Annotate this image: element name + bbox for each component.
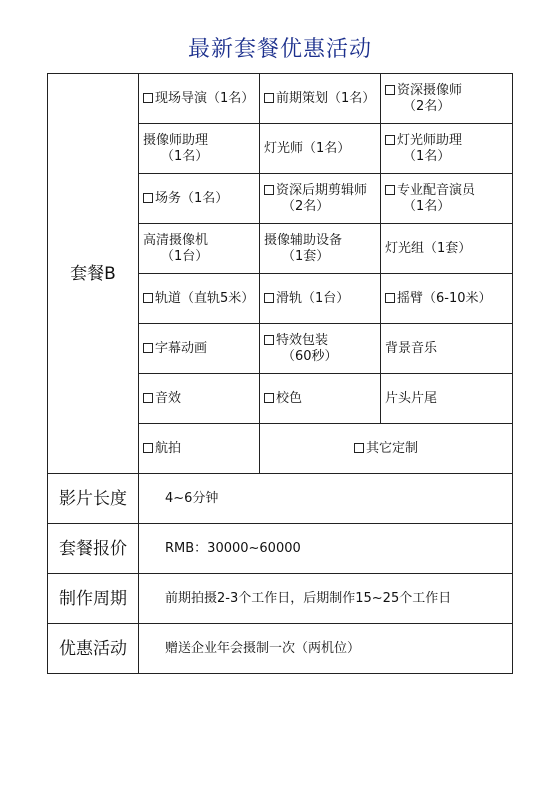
package-item	[381, 274, 513, 324]
package-item	[260, 74, 381, 124]
info-row	[48, 624, 513, 674]
checkbox[interactable]	[385, 85, 395, 95]
package-item-label: 校色	[276, 390, 303, 406]
package-item-label: 音效	[155, 390, 182, 406]
package-table	[47, 73, 513, 674]
package-item-label: 灯光师（1名）	[264, 140, 351, 156]
package-item	[260, 174, 381, 224]
checkbox[interactable]	[385, 293, 395, 303]
checkbox[interactable]	[264, 335, 274, 345]
package-item-label: 专业配音演员	[397, 182, 476, 198]
package-item-label: 特效包装	[276, 332, 329, 348]
package-item	[260, 224, 381, 274]
package-item	[381, 224, 513, 274]
info-label: 套餐报价	[48, 524, 139, 574]
info-value: RMB：30000~60000	[139, 524, 513, 574]
checkbox[interactable]	[354, 443, 364, 453]
package-item	[139, 274, 260, 324]
package-item	[260, 374, 381, 424]
info-label: 优惠活动	[48, 624, 139, 674]
checkbox[interactable]	[143, 93, 153, 103]
checkbox[interactable]	[385, 185, 395, 195]
checkbox[interactable]	[143, 343, 153, 353]
package-item-label: 摄像辅助设备	[264, 232, 343, 248]
info-label: 制作周期	[48, 574, 139, 624]
package-item	[260, 124, 381, 174]
package-item	[139, 374, 260, 424]
package-item-label: 场务（1名）	[155, 190, 229, 206]
package-item-quantity: （1名）	[403, 198, 451, 214]
package-item-label: 片头片尾	[385, 390, 438, 406]
checkbox[interactable]	[264, 293, 274, 303]
package-item-quantity: （1名）	[403, 148, 451, 164]
package-item	[381, 324, 513, 374]
package-item-quantity: （1台）	[161, 248, 209, 264]
package-item-quantity: （1套）	[282, 248, 330, 264]
checkbox[interactable]	[143, 193, 153, 203]
package-item	[139, 324, 260, 374]
package-item-custom	[260, 424, 513, 474]
package-item	[139, 74, 260, 124]
package-item-label: 高清摄像机	[143, 232, 209, 248]
package-item	[381, 74, 513, 124]
checkbox[interactable]	[143, 393, 153, 403]
package-item-label: 灯光组（1套）	[385, 240, 472, 256]
package-item-label: 灯光师助理	[397, 132, 463, 148]
checkbox[interactable]	[264, 185, 274, 195]
package-item-label: 资深摄像师	[397, 82, 463, 98]
package-item-label: 资深后期剪辑师	[276, 182, 368, 198]
package-item-label: 字幕动画	[155, 340, 208, 356]
package-item-label: 现场导演（1名）	[155, 90, 255, 106]
package-item	[139, 174, 260, 224]
package-item-label: 背景音乐	[385, 340, 438, 356]
package-item	[381, 174, 513, 224]
info-value: 赠送企业年会摄制一次（两机位）	[139, 624, 513, 674]
package-item-quantity: （60秒）	[282, 348, 338, 364]
package-item-label: 航拍	[155, 440, 182, 456]
package-item-label: 前期策划（1名）	[276, 90, 376, 106]
package-item-label: 滑轨（1台）	[276, 290, 350, 306]
package-item	[139, 224, 260, 274]
package-item-quantity: （2名）	[282, 198, 330, 214]
package-item	[260, 324, 381, 374]
package-item-label: 摇臂（6-10米）	[397, 290, 492, 306]
package-item	[381, 374, 513, 424]
info-label: 影片长度	[48, 474, 139, 524]
checkbox[interactable]	[143, 293, 153, 303]
page-title: 最新套餐优惠活动	[187, 37, 372, 62]
checkbox[interactable]	[264, 393, 274, 403]
package-item	[381, 124, 513, 174]
checkbox[interactable]	[264, 93, 274, 103]
package-item	[139, 124, 260, 174]
info-value: 4~6分钟	[139, 474, 513, 524]
package-item	[260, 274, 381, 324]
checkbox[interactable]	[385, 135, 395, 145]
package-item-label: 其它定制	[365, 440, 418, 456]
package-item-label: 摄像师助理	[143, 132, 209, 148]
info-row	[48, 474, 513, 524]
info-row	[48, 574, 513, 624]
info-value: 前期拍摄2-3个工作日，后期制作15~25个工作日	[139, 574, 513, 624]
package-item-aerial	[139, 424, 260, 474]
package-item-label: 轨道（直轨5米）	[155, 290, 255, 306]
checkbox[interactable]	[143, 443, 153, 453]
info-row	[48, 524, 513, 574]
package-item-quantity: （2名）	[403, 98, 451, 114]
package-label: 套餐B	[48, 74, 139, 474]
package-item-quantity: （1名）	[161, 148, 209, 164]
